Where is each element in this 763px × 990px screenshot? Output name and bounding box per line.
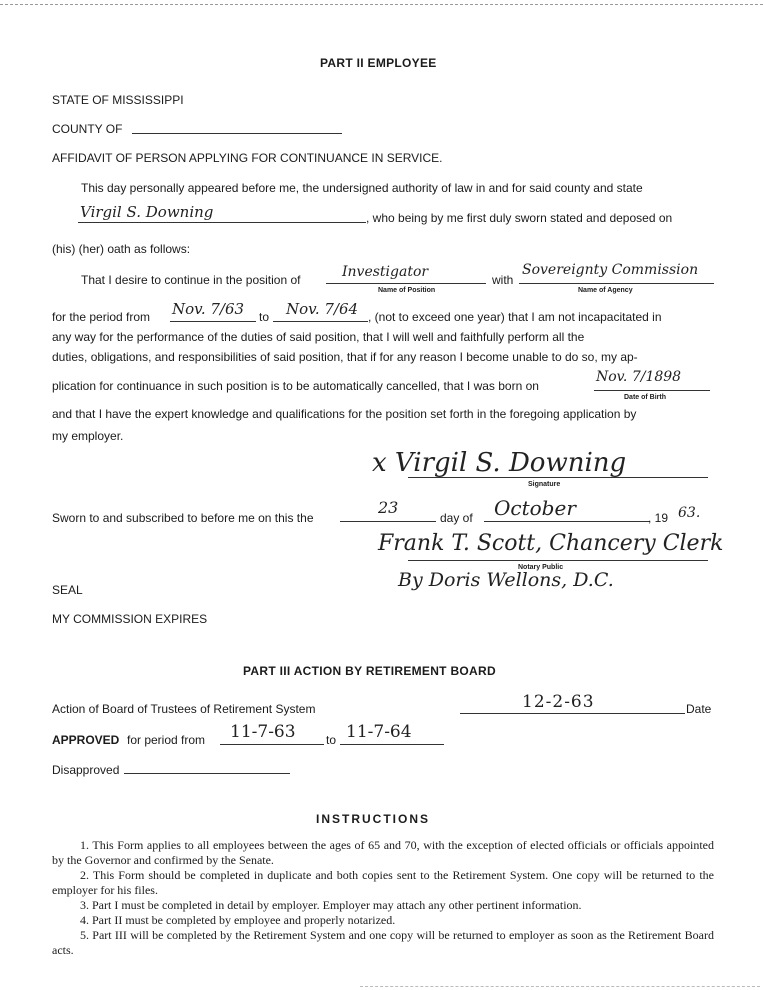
approved-from-value: 11-7-63 (230, 722, 296, 742)
signature-field[interactable] (408, 477, 708, 478)
employee-name-value: Virgil S. Downing (80, 203, 214, 221)
approved-to-value: 11-7-64 (346, 722, 412, 742)
position-value: Investigator (342, 264, 429, 280)
body-line-2: any way for the performance of the duties of said position, that I will well and faithfully perform all the (52, 330, 585, 344)
period-to-text: to (259, 310, 270, 324)
instruction-item: 4. Part II must be completed by employee and properly notarized. (80, 913, 396, 927)
instruction-item: 2. This Form should be completed in duplicate and both copies sent to the Retirement System. One copy will be returned to the employer for his files. (52, 868, 714, 897)
day-of-text: day of (440, 511, 473, 525)
approved-period-text: for period from (127, 733, 206, 747)
county-field[interactable] (132, 133, 342, 134)
part2-heading: PART II EMPLOYEE (320, 56, 437, 70)
day-field[interactable] (340, 521, 436, 522)
oath-text: (his) (her) oath as follows: (52, 242, 191, 256)
agency-field[interactable] (519, 283, 714, 284)
desire-text: That I desire to continue in the position of (81, 273, 301, 287)
approved-to-text: to (326, 733, 337, 747)
name-of-position-caption: Name of Position (378, 287, 436, 294)
body-line-6: my employer. (52, 429, 124, 443)
period-from-field[interactable] (170, 321, 256, 322)
birth-date-field[interactable] (594, 390, 710, 391)
seal-label: SEAL (52, 583, 83, 597)
instruction-item: 1. This Form applies to all employees between the ages of 65 and 70, with the exception of elected officials or officials appointed by the Governor and confirmed by the Senate. (52, 838, 714, 867)
year-prefix: , 19 (648, 511, 669, 525)
commission-expires-label: MY COMMISSION EXPIRES (52, 612, 208, 626)
employee-signature: x Virgil S. Downing (372, 448, 627, 478)
period-tail-text: , (not to exceed one year) that I am not incapacitated in (368, 310, 662, 324)
disapproved-label: Disapproved (52, 763, 120, 777)
intro-text: This day personally appeared before me, the undersigned authority of law in and for said county and state (81, 181, 643, 195)
approved-label: APPROVED (52, 733, 120, 747)
bottom-edge-divider (360, 986, 760, 987)
county-label: COUNTY OF (52, 122, 123, 136)
employee-name-field[interactable] (78, 222, 366, 223)
instruction-item: 5. Part III will be completed by the Retirement System and one copy will be returned to employer as soon as the Retirement Board acts. (52, 928, 714, 957)
name-of-agency-caption: Name of Agency (578, 287, 633, 294)
approved-from-field[interactable] (220, 744, 324, 745)
period-to-value: Nov. 7/64 (286, 300, 359, 318)
date-of-birth-caption: Date of Birth (624, 394, 666, 401)
action-date-field[interactable] (460, 713, 685, 714)
affidavit-title: AFFIDAVIT OF PERSON APPLYING FOR CONTINUANCE IN SERVICE. (52, 151, 443, 165)
instructions-heading: INSTRUCTIONS (316, 812, 430, 826)
notary-field[interactable] (408, 560, 708, 561)
date-label: Date (686, 702, 712, 716)
birth-date-value: Nov. 7/1898 (596, 369, 682, 385)
position-field[interactable] (326, 283, 486, 284)
period-text: for the period from (52, 310, 151, 324)
month-field[interactable] (484, 521, 650, 522)
signature-caption: Signature (528, 481, 561, 488)
state-label: STATE OF MISSISSIPPI (52, 93, 184, 107)
action-label: Action of Board of Trustees of Retirement System (52, 702, 316, 716)
notary-signature: Frank T. Scott, Chancery Clerk (378, 531, 724, 556)
agency-value: Sovereignty Commission (522, 262, 699, 278)
instructions-list (52, 838, 714, 958)
body-line-3: duties, obligations, and responsibilities of said position, that if for any reason I become unable to do so, my ap- (52, 350, 638, 364)
instruction-item: 3. Part I must be completed in detail by employer. Employer may attach any other pertinent information. (80, 898, 582, 912)
action-date-value: 12-2-63 (522, 692, 595, 712)
top-edge-divider (0, 4, 763, 5)
sworn-text: , who being by me first duly sworn stated and deposed on (366, 211, 673, 225)
body-line-4: plication for continuance in such position is to be automatically cancelled, that I was born on (52, 379, 539, 393)
with-text: with (492, 273, 514, 287)
approved-to-field[interactable] (340, 744, 444, 745)
sworn-before-text: Sworn to and subscribed to before me on this the (52, 511, 314, 525)
part3-heading: PART III ACTION BY RETIREMENT BOARD (243, 664, 496, 678)
disapproved-field[interactable] (124, 773, 290, 774)
period-from-value: Nov. 7/63 (172, 300, 245, 318)
year-value: 63. (678, 505, 701, 521)
notary-caption: Notary Public (518, 564, 564, 571)
day-value: 23 (378, 498, 399, 517)
month-value: October (494, 496, 576, 520)
notary-by-signature: By Doris Wellons, D.C. (398, 569, 614, 591)
period-to-field[interactable] (273, 321, 368, 322)
body-line-5: and that I have the expert knowledge and qualifications for the position set forth in the foregoing application by (52, 407, 637, 421)
